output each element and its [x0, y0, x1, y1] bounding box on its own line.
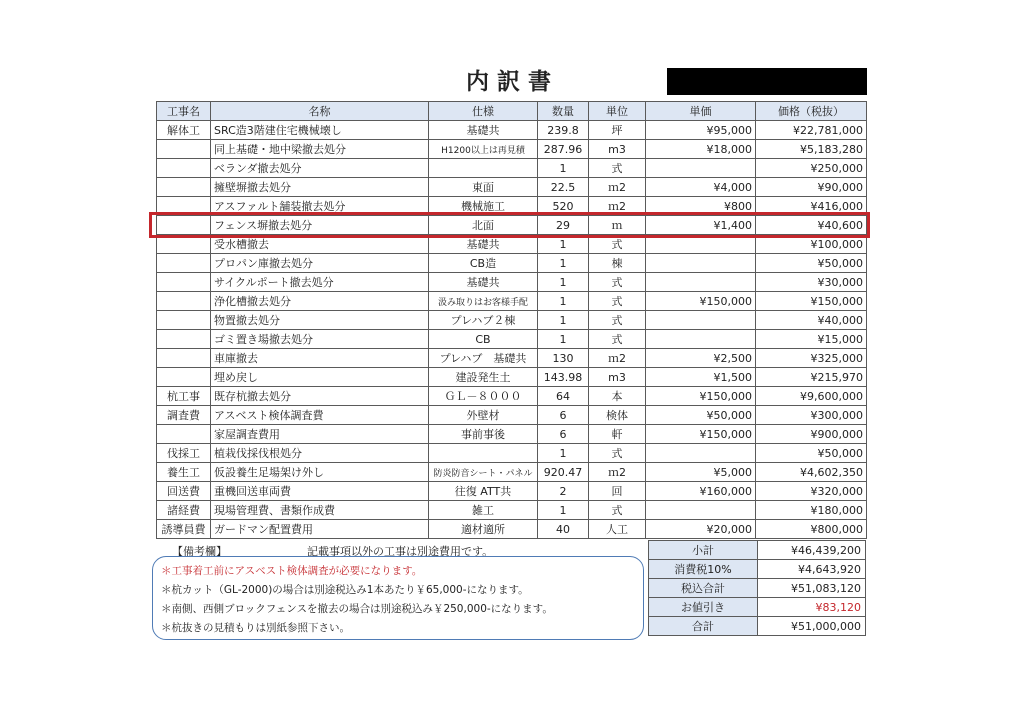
cell-qty: 1 [538, 235, 589, 254]
cell-unit: m3 [589, 368, 646, 387]
table-row [157, 159, 867, 178]
cell-total: ¥90,000 [756, 178, 867, 197]
cell-unit-price: ¥150,000 [646, 425, 756, 444]
cell-qty: 143.98 [538, 368, 589, 387]
memo-line: ＊工事着工前にアスベスト検体調査が必要になります。 [161, 565, 423, 577]
cell-qty: 29 [538, 216, 589, 235]
cell-unit: 軒 [589, 425, 646, 444]
cell-total: ¥800,000 [756, 520, 867, 539]
cell-unit-price [646, 159, 756, 178]
cell-spec [429, 444, 538, 463]
table-row [157, 178, 867, 197]
summary-label: お値引き [649, 598, 758, 617]
cell-category [157, 311, 211, 330]
summary-row-subtotal [649, 541, 866, 560]
cell-spec: CB [429, 330, 538, 349]
cell-unit: ｍ [589, 216, 646, 235]
header-spec: 仕様 [429, 102, 538, 121]
cell-unit: 坪 [589, 121, 646, 140]
cell-qty: 64 [538, 387, 589, 406]
cell-category: 伐採工 [157, 444, 211, 463]
cell-total: ¥320,000 [756, 482, 867, 501]
cell-category [157, 330, 211, 349]
table-row [157, 387, 867, 406]
cell-category: 誘導員費 [157, 520, 211, 539]
cell-name: 現場管理費、書類作成費 [211, 501, 429, 520]
memo-line: ＊南側、西側ブロックフェンスを撤去の場合は別途税込み￥250,000-になります。 [161, 603, 553, 615]
cell-unit: 式 [589, 273, 646, 292]
table-row [157, 444, 867, 463]
cell-qty: 22.5 [538, 178, 589, 197]
cell-qty: 6 [538, 406, 589, 425]
cell-category [157, 273, 211, 292]
cell-spec: 外壁材 [429, 406, 538, 425]
cell-spec: 防炎防音シート・パネル [429, 463, 538, 482]
cell-total: ¥9,600,000 [756, 387, 867, 406]
cell-qty: 1 [538, 444, 589, 463]
header-category: 工事名 [157, 102, 211, 121]
cell-name: 植栽伐採伐根処分 [211, 444, 429, 463]
cell-unit-price: ¥150,000 [646, 387, 756, 406]
cell-name: 擁壁塀撤去処分 [211, 178, 429, 197]
cell-qty: 1 [538, 292, 589, 311]
cell-spec: 往復 ATT共 [429, 482, 538, 501]
cell-qty: 287.96 [538, 140, 589, 159]
cell-name: アスファルト舗装撤去処分 [211, 197, 429, 216]
cell-unit: ｍ2 [589, 349, 646, 368]
cell-spec: 機械施工 [429, 197, 538, 216]
cell-spec: プレハブ２棟 [429, 311, 538, 330]
cell-name: ベランダ撤去処分 [211, 159, 429, 178]
summary-label: 税込合計 [649, 579, 758, 598]
cell-unit-price [646, 254, 756, 273]
table-row [157, 349, 867, 368]
cell-unit: 棟 [589, 254, 646, 273]
memo-line: ＊杭カット（GL-2000)の場合は別途税込み1本あたり￥65,000-になります。 [161, 584, 529, 596]
cell-total: ¥325,000 [756, 349, 867, 368]
summary-row-tax [649, 560, 866, 579]
cell-spec: 基礎共 [429, 235, 538, 254]
cell-unit: 式 [589, 330, 646, 349]
cell-spec: 北面 [429, 216, 538, 235]
redacted-block [667, 68, 867, 95]
memo-box [152, 556, 644, 640]
cell-unit: 式 [589, 311, 646, 330]
cell-unit: ｍ2 [589, 197, 646, 216]
cell-unit: 式 [589, 235, 646, 254]
summary-table [648, 540, 866, 636]
cell-spec: 汲み取りはお客様手配 [429, 292, 538, 311]
cell-total: ¥40,000 [756, 311, 867, 330]
cell-total: ¥100,000 [756, 235, 867, 254]
table-row [157, 425, 867, 444]
cell-name: プロパン庫撤去処分 [211, 254, 429, 273]
cell-total: ¥250,000 [756, 159, 867, 178]
table-row [157, 311, 867, 330]
cell-unit: 式 [589, 501, 646, 520]
cell-unit-price: ¥1,400 [646, 216, 756, 235]
cell-category [157, 368, 211, 387]
summary-row-grand-total [649, 617, 866, 636]
cell-spec: H1200以上は再見積 [429, 140, 538, 159]
cell-total: ¥30,000 [756, 273, 867, 292]
cell-name: ゴミ置き場撤去処分 [211, 330, 429, 349]
cell-category [157, 349, 211, 368]
cell-name: 家屋調査費用 [211, 425, 429, 444]
cell-unit-price: ¥150,000 [646, 292, 756, 311]
cell-qty: 920.47 [538, 463, 589, 482]
cell-name: 車庫撤去 [211, 349, 429, 368]
cell-qty: 520 [538, 197, 589, 216]
cell-total: ¥215,970 [756, 368, 867, 387]
cell-total: ¥180,000 [756, 501, 867, 520]
cell-spec: 雑工 [429, 501, 538, 520]
cell-name: 重機回送車両費 [211, 482, 429, 501]
cell-category [157, 159, 211, 178]
cell-total: ¥900,000 [756, 425, 867, 444]
table-row [157, 140, 867, 159]
cell-qty: 2 [538, 482, 589, 501]
cell-category [157, 292, 211, 311]
cell-spec: 適材適所 [429, 520, 538, 539]
cell-unit: 式 [589, 292, 646, 311]
summary-value: ¥46,439,200 [758, 541, 866, 560]
cell-name: ガードマン配置費用 [211, 520, 429, 539]
summary-value: ¥4,643,920 [758, 560, 866, 579]
cell-total: ¥22,781,000 [756, 121, 867, 140]
summary-label: 消費税10% [649, 560, 758, 579]
cell-qty: 1 [538, 273, 589, 292]
cell-category: 養生工 [157, 463, 211, 482]
cell-qty: 1 [538, 159, 589, 178]
cell-total: ¥40,600 [756, 216, 867, 235]
cell-total: ¥300,000 [756, 406, 867, 425]
cell-category: 諸経費 [157, 501, 211, 520]
cell-unit: 回 [589, 482, 646, 501]
table-row [157, 482, 867, 501]
cell-name: 物置撤去処分 [211, 311, 429, 330]
cell-qty: 1 [538, 501, 589, 520]
cell-total: ¥50,000 [756, 444, 867, 463]
cell-name: 既存杭撤去処分 [211, 387, 429, 406]
cell-qty: 130 [538, 349, 589, 368]
cell-unit: m3 [589, 140, 646, 159]
cell-total: ¥15,000 [756, 330, 867, 349]
header-qty: 数量 [538, 102, 589, 121]
cell-unit-price: ¥50,000 [646, 406, 756, 425]
cell-category [157, 425, 211, 444]
cell-name: アスベスト検体調査費 [211, 406, 429, 425]
cell-spec: 基礎共 [429, 273, 538, 292]
cell-unit: 式 [589, 444, 646, 463]
summary-label: 小計 [649, 541, 758, 560]
estimate-table [156, 101, 867, 539]
summary-value: ¥51,000,000 [758, 617, 866, 636]
cell-unit-price [646, 273, 756, 292]
document-title: 内訳書 [466, 68, 559, 95]
cell-name: サイクルポート撤去処分 [211, 273, 429, 292]
cell-spec [429, 159, 538, 178]
cell-name: 同上基礎・地中梁撤去処分 [211, 140, 429, 159]
cell-qty: 1 [538, 330, 589, 349]
cell-name: 埋め戻し [211, 368, 429, 387]
cell-name: 受水槽撤去 [211, 235, 429, 254]
table-row [157, 501, 867, 520]
cell-unit-price: ¥95,000 [646, 121, 756, 140]
cell-category [157, 140, 211, 159]
cell-name: 浄化槽撤去処分 [211, 292, 429, 311]
summary-row-discount [649, 598, 866, 617]
cell-total: ¥4,602,350 [756, 463, 867, 482]
cell-total: ¥5,183,280 [756, 140, 867, 159]
memo-note: 記載事項以外の工事は別途費用です。 [307, 545, 494, 558]
cell-unit: 検体 [589, 406, 646, 425]
cell-category [157, 178, 211, 197]
cell-category [157, 254, 211, 273]
cell-qty: 6 [538, 425, 589, 444]
cell-category: 解体工 [157, 121, 211, 140]
cell-spec: CB造 [429, 254, 538, 273]
header-name: 名称 [211, 102, 429, 121]
cell-total: ¥150,000 [756, 292, 867, 311]
cell-unit-price: ¥18,000 [646, 140, 756, 159]
cell-spec: プレハブ 基礎共 [429, 349, 538, 368]
cell-qty: 1 [538, 254, 589, 273]
cell-unit-price [646, 311, 756, 330]
cell-name: フェンス塀撤去処分 [211, 216, 429, 235]
cell-unit: 式 [589, 159, 646, 178]
cell-total: ¥50,000 [756, 254, 867, 273]
table-header-row [157, 102, 867, 121]
cell-spec: 基礎共 [429, 121, 538, 140]
cell-spec: ＧＬ－８０００ [429, 387, 538, 406]
table-row [157, 368, 867, 387]
cell-spec: 東面 [429, 178, 538, 197]
cell-unit-price [646, 501, 756, 520]
table-row [157, 406, 867, 425]
cell-unit-price [646, 330, 756, 349]
summary-row-tax-included [649, 579, 866, 598]
cell-spec: 建設発生土 [429, 368, 538, 387]
table-row [157, 520, 867, 539]
cell-category: 調査費 [157, 406, 211, 425]
highlight-box [149, 212, 870, 238]
table-row [157, 330, 867, 349]
cell-category: 回送費 [157, 482, 211, 501]
cell-unit-price [646, 444, 756, 463]
header-total: 価格（税抜） [756, 102, 867, 121]
table-row [157, 121, 867, 140]
cell-unit: ｍ2 [589, 463, 646, 482]
cell-unit-price: ¥20,000 [646, 520, 756, 539]
cell-unit-price: ¥4,000 [646, 178, 756, 197]
cell-total: ¥416,000 [756, 197, 867, 216]
cell-spec: 事前事後 [429, 425, 538, 444]
cell-name: SRC造3階建住宅機械壊し [211, 121, 429, 140]
cell-qty: 1 [538, 311, 589, 330]
cell-unit-price: ¥2,500 [646, 349, 756, 368]
memo-label: 【備考欄】 [172, 545, 227, 558]
cell-unit: 本 [589, 387, 646, 406]
summary-label: 合計 [649, 617, 758, 636]
table-row [157, 463, 867, 482]
cell-unit-price: ¥160,000 [646, 482, 756, 501]
memo-line: ＊杭抜きの見積もりは別紙参照下さい。 [161, 622, 350, 634]
cell-qty: 40 [538, 520, 589, 539]
table-row [157, 254, 867, 273]
cell-name: 仮設養生足場架け外し [211, 463, 429, 482]
header-unit: 単位 [589, 102, 646, 121]
cell-unit-price: ¥5,000 [646, 463, 756, 482]
cell-unit-price: ¥1,500 [646, 368, 756, 387]
table-row [157, 292, 867, 311]
cell-unit-price: ¥800 [646, 197, 756, 216]
cell-category: 杭工事 [157, 387, 211, 406]
cell-qty: 239.8 [538, 121, 589, 140]
cell-unit: ｍ2 [589, 178, 646, 197]
table-row [157, 273, 867, 292]
summary-value: ¥83,120 [758, 598, 866, 617]
summary-value: ¥51,083,120 [758, 579, 866, 598]
header-unit-price: 単価 [646, 102, 756, 121]
cell-unit: 人工 [589, 520, 646, 539]
